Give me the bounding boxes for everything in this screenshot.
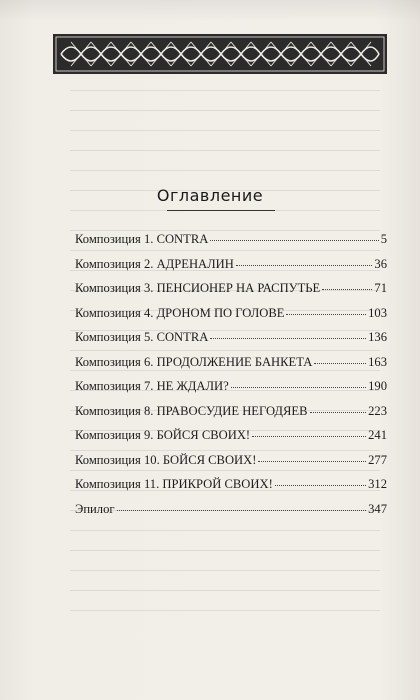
leader-dots [314, 362, 366, 364]
toc-entry[interactable] [75, 453, 387, 478]
toc-entry[interactable] [75, 281, 387, 306]
toc-entry[interactable] [75, 428, 387, 453]
toc-entry-label: Композиция 8. ПРАВОСУДИЕ НЕГОДЯЕВ [75, 403, 308, 418]
toc-entry-label: Композиция 9. БОЙСЯ СВОИХ! [75, 428, 251, 442]
leader-dots [310, 411, 367, 413]
page-shadow [0, 0, 420, 22]
leader-dots [286, 313, 366, 315]
leader-dots [275, 484, 366, 486]
toc-entry[interactable] [75, 232, 387, 257]
toc-entry-label: Композиция 3. ПЕНСИОНЕР НА РАСПУТЬЕ [75, 281, 321, 295]
toc-entry-label: Композиция 7. НЕ ЖДАЛИ? [75, 379, 229, 393]
toc-entry-page: 190 [368, 379, 387, 393]
toc-entry[interactable] [75, 330, 387, 355]
leader-dots [117, 509, 367, 511]
toc-entry-page: 136 [368, 330, 387, 344]
toc-entry-page: 347 [368, 501, 387, 516]
toc-entry-label: Композиция 6. ПРОДОЛЖЕНИЕ БАНКЕТА [75, 354, 313, 369]
toc-entry-label: Композиция 2. АДРЕНАЛИН [75, 256, 234, 271]
toc-entry-label: Композиция 10. БОЙСЯ СВОИХ! [75, 452, 257, 467]
toc-entry-label: Композиция 11. ПРИКРОЙ СВОИХ! [75, 477, 273, 491]
toc-entry-page: 163 [368, 354, 387, 369]
toc-entry-label: Композиция 5. CONTRA [75, 330, 209, 344]
toc-entry-page: 277 [368, 452, 387, 467]
toc-entry[interactable] [75, 379, 387, 404]
leader-dots [258, 460, 366, 462]
table-of-contents [75, 232, 387, 526]
leader-dots [210, 239, 378, 241]
toc-entry[interactable] [75, 502, 387, 527]
celtic-knot-ornament-icon [53, 34, 387, 74]
leader-dots [236, 264, 373, 266]
toc-entry-page: 312 [368, 477, 387, 491]
toc-entry-page: 36 [374, 256, 387, 271]
toc-entry-label: Композиция 4. ДРОНОМ ПО ГОЛОВЕ [75, 305, 285, 320]
leader-dots [322, 288, 372, 290]
leader-dots [252, 435, 366, 437]
toc-entry-page: 103 [368, 305, 387, 320]
toc-title: Оглавление [156, 186, 264, 205]
toc-entry-page: 71 [374, 281, 387, 295]
toc-entry[interactable] [75, 477, 387, 502]
toc-entry[interactable] [75, 306, 387, 331]
toc-entry-page: 223 [368, 403, 387, 418]
toc-entry-label: Эпилог [75, 501, 115, 516]
toc-entry-page: 241 [368, 428, 387, 442]
toc-entry-page: 5 [380, 232, 387, 246]
toc-entry[interactable] [75, 404, 387, 429]
leader-dots [210, 337, 366, 339]
leader-dots [231, 386, 366, 388]
toc-title-underline [167, 210, 275, 211]
toc-entry[interactable] [75, 257, 387, 282]
toc-entry[interactable] [75, 355, 387, 380]
toc-entry-label: Композиция 1. CONTRA [75, 232, 209, 246]
